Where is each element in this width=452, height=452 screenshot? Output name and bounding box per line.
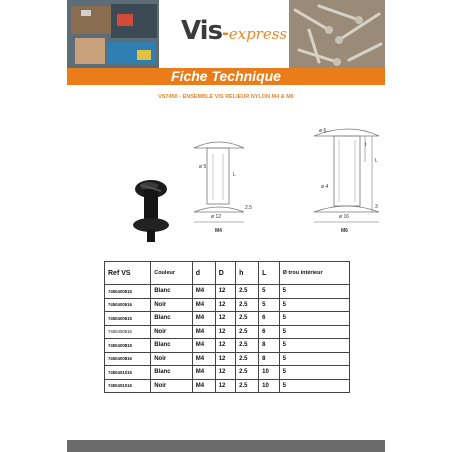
product-photo	[127, 175, 175, 245]
dim-m6-l: L	[375, 158, 378, 164]
table-cell: 2.5	[236, 366, 259, 380]
screws-photo	[289, 0, 385, 68]
brand-dash: -	[222, 22, 229, 44]
table-cell: 6	[259, 312, 279, 326]
table-cell: 12	[215, 366, 235, 380]
table-cell: Blanc	[151, 366, 193, 380]
table-cell: 2.5	[236, 352, 259, 366]
dim-m6-h: 3	[375, 204, 378, 210]
col-h: h	[236, 262, 259, 285]
table-cell: 5	[279, 312, 349, 326]
brand-sub: express	[228, 25, 288, 43]
table-cell: 5	[259, 298, 279, 312]
table-cell: 2.5	[236, 325, 259, 339]
brand-main: Vis	[181, 16, 223, 46]
table-cell: 8	[259, 352, 279, 366]
product-subtitle: VS7450 - ENSEMBLE VIS RELIEUR NYLON M4 & M6	[158, 94, 294, 100]
col-couleur: Couleur	[151, 262, 193, 285]
label-m6: M6	[341, 228, 348, 234]
table-cell: Blanc	[151, 312, 193, 326]
table-cell: Noir	[151, 298, 193, 312]
col-L: L	[259, 262, 279, 285]
table-cell: 5	[279, 285, 349, 299]
table-cell: M4	[192, 325, 215, 339]
table-cell: 2.5	[236, 379, 259, 393]
table-cell: 12	[215, 339, 235, 353]
table-cell: 10	[259, 379, 279, 393]
table-cell: Blanc	[151, 285, 193, 299]
table-row	[105, 298, 350, 312]
table-row	[105, 366, 350, 380]
table-cell: 12	[215, 298, 235, 312]
table-cell: 12	[215, 379, 235, 393]
title-bar	[67, 68, 385, 85]
table-cell: M4	[192, 366, 215, 380]
dim-m6-d16: ø 16	[339, 214, 350, 220]
table-cell: 10	[259, 366, 279, 380]
col-ref: Ref VS	[105, 262, 151, 285]
table-cell: 5	[279, 339, 349, 353]
table-cell: 12	[215, 312, 235, 326]
table-cell: Noir	[151, 379, 193, 393]
table-cell: 2.5	[236, 339, 259, 353]
table-cell: Noir	[151, 352, 193, 366]
table-cell: 12	[215, 352, 235, 366]
table-cell: 5	[279, 325, 349, 339]
table-cell: Blanc	[151, 339, 193, 353]
footer-bar	[67, 440, 385, 452]
table-cell: M4	[192, 298, 215, 312]
table-row	[105, 379, 350, 393]
table-cell: 2.5	[236, 285, 259, 299]
table-cell: 5	[279, 366, 349, 380]
table-cell: 7450401015	[105, 366, 151, 380]
dim-m6-d6: ø 6	[319, 128, 327, 134]
table-row	[105, 352, 350, 366]
table-cell: 7450400515	[105, 285, 151, 299]
table-row	[105, 325, 350, 339]
page-title: Fiche Technique	[171, 68, 281, 84]
table-cell: 8	[259, 339, 279, 353]
table-cell: 7450400615	[105, 312, 151, 326]
table-cell: Noir	[151, 325, 193, 339]
table-cell: 6	[259, 325, 279, 339]
table-cell: 2.5	[236, 312, 259, 326]
col-D: D	[215, 262, 235, 285]
dim-m6-d4: ø 4	[321, 184, 329, 190]
table-cell: 5	[259, 285, 279, 299]
table-row	[105, 339, 350, 353]
table-cell: M4	[192, 379, 215, 393]
table-cell: M4	[192, 352, 215, 366]
table-body	[105, 285, 350, 393]
header-banner	[67, 0, 385, 68]
table-cell: 7450400516	[105, 298, 151, 312]
dim-m6-t: t	[365, 142, 367, 148]
table-cell: 5	[279, 352, 349, 366]
table-cell: 12	[215, 285, 235, 299]
dim-m4-h: 2.5	[245, 205, 252, 211]
brand-logo	[181, 16, 291, 48]
dim-m4-l: L	[233, 172, 236, 178]
dim-m4-d12: ø 12	[211, 214, 222, 220]
table-cell: M4	[192, 312, 215, 326]
table-cell: 7450401016	[105, 379, 151, 393]
table-cell: 5	[279, 298, 349, 312]
tools-photo	[67, 0, 159, 68]
specs-table	[104, 261, 350, 393]
table-header-row	[105, 262, 350, 285]
table-cell: 12	[215, 325, 235, 339]
label-m4: M4	[215, 228, 222, 234]
table-cell: 2.5	[236, 298, 259, 312]
table-cell: 7450400616	[105, 325, 151, 339]
technical-drawing	[189, 118, 379, 240]
table-row	[105, 312, 350, 326]
table-cell: M4	[192, 339, 215, 353]
col-trou: Ø trou intérieur	[279, 262, 349, 285]
table-cell: 7450400816	[105, 352, 151, 366]
table-cell: 5	[279, 379, 349, 393]
table-row	[105, 285, 350, 299]
table-cell: M4	[192, 285, 215, 299]
col-d: d	[192, 262, 215, 285]
dim-m4-d5: ø 5	[199, 164, 207, 170]
table-cell: 7450400815	[105, 339, 151, 353]
